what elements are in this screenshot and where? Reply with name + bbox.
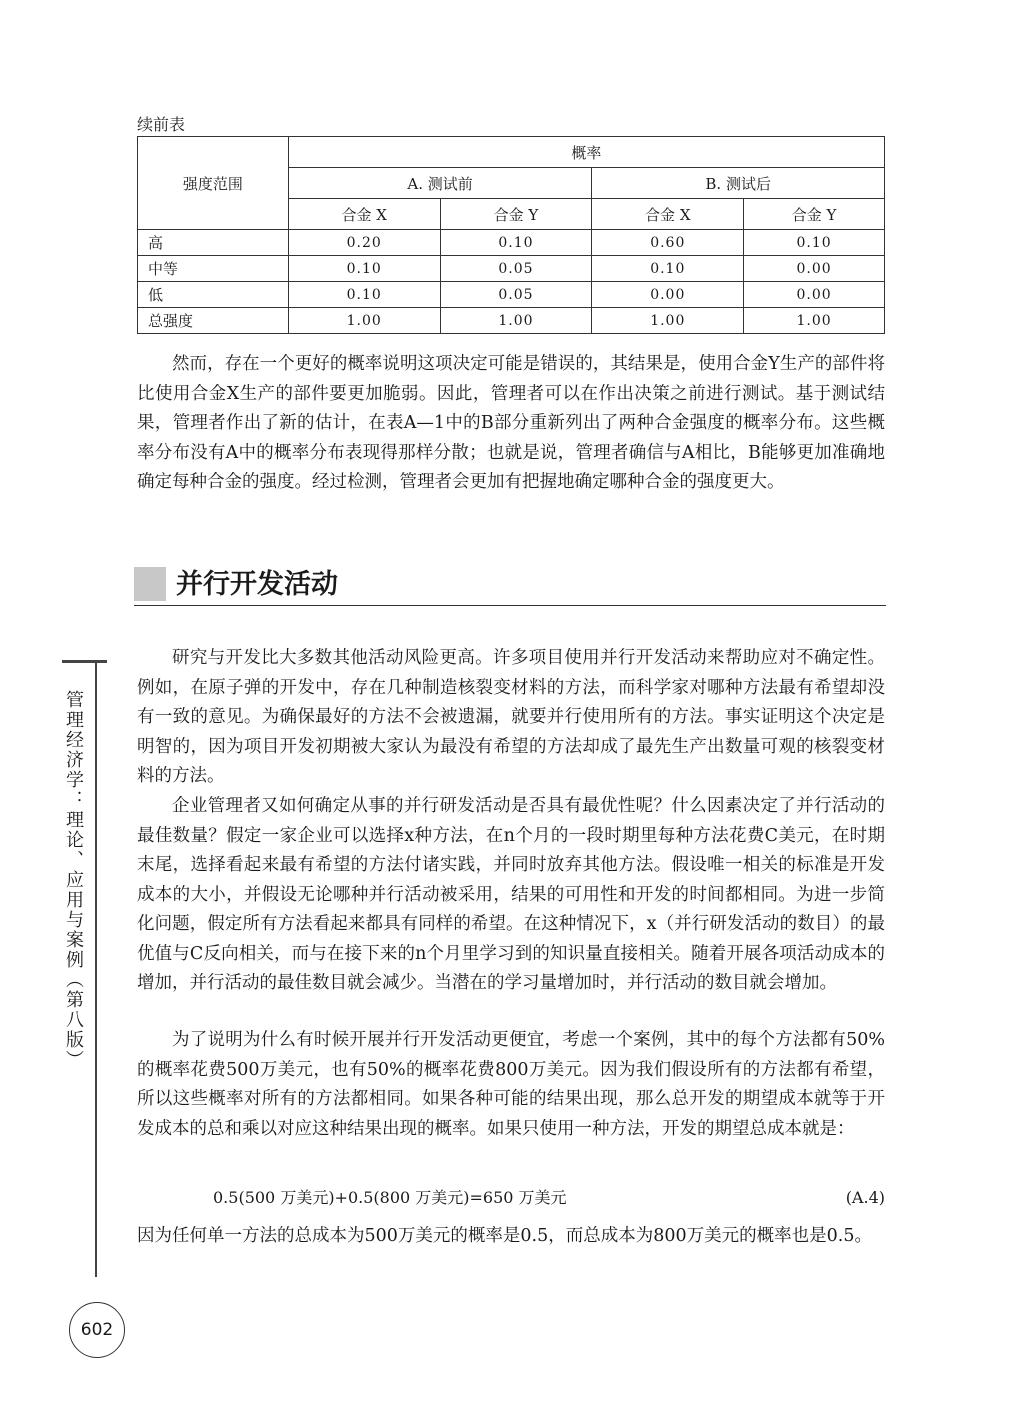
- cell: 1.00: [744, 308, 885, 334]
- running-book-title: 管理经济学：理论、应用与案例（第八版）: [63, 690, 84, 1070]
- section-heading: [134, 567, 886, 606]
- equation-expression: 0.5(500 万美元)+0.5(800 万美元)=650 万美元: [213, 1188, 567, 1207]
- cell: 0.00: [744, 256, 885, 282]
- header-col-2: 合金 Y: [440, 199, 592, 230]
- cell: 0.60: [592, 230, 744, 256]
- cell: 0.00: [744, 282, 885, 308]
- cell: 1.00: [288, 308, 440, 334]
- header-probability: 概率: [288, 137, 884, 168]
- cell: 1.00: [440, 308, 592, 334]
- cell: 0.10: [288, 256, 440, 282]
- paragraph-5: 因为任何单一方法的总成本为500万美元的概率是0.5，而总成本为800万美元的概率也是0.5。: [137, 1226, 872, 1246]
- cell: 0.10: [592, 256, 744, 282]
- table-caption: 续前表: [137, 115, 186, 134]
- header-col-1: 合金 X: [288, 199, 440, 230]
- header-group-b: B. 测试后: [592, 168, 885, 199]
- cell: 0.10: [744, 230, 885, 256]
- cell: 1.00: [592, 308, 744, 334]
- cell: 0.10: [440, 230, 592, 256]
- cell: 0.00: [592, 282, 744, 308]
- paragraph-2: 研究与开发比大多数其他活动风险更高。许多项目使用并行开发活动来帮助应对不确定性。例如，在原子弹的开发中，存在几种制造核裂变材料的方法，而科学家对哪种方法最有希望却没有一致的意见。为确保最好的方法不会被遗漏，就要并行使用所有的方法。事实证明这个决定是明智的，因为项目开发初期被大家认为最没有希望的方法却成了最先生产出数量可观的核裂变材料的方法。: [137, 648, 885, 786]
- row-label: 中等: [138, 256, 289, 282]
- section-marker: [134, 567, 166, 601]
- row-label: 低: [138, 282, 289, 308]
- table-row: [138, 230, 885, 256]
- table-row: [138, 282, 885, 308]
- cell: 0.05: [440, 282, 592, 308]
- header-col-4: 合金 Y: [744, 199, 885, 230]
- cell: 0.10: [288, 282, 440, 308]
- header-group-a: A. 测试前: [288, 168, 592, 199]
- cell: 0.05: [440, 256, 592, 282]
- row-label: 总强度: [138, 308, 289, 334]
- table-row: [138, 256, 885, 282]
- row-label: 高: [138, 230, 289, 256]
- page-number: 602: [69, 1302, 125, 1358]
- probability-table: [137, 136, 885, 334]
- header-strength-range: 强度范围: [138, 137, 289, 230]
- section-title: 并行开发活动: [176, 569, 338, 600]
- equation-number: (A.4): [845, 1188, 885, 1207]
- cell: 0.20: [288, 230, 440, 256]
- paragraph-3: 企业管理者又如何确定从事的并行研发活动是否具有最优性呢？什么因素决定了并行活动的最佳数量？假定一家企业可以选择x种方法，在n个月的一段时期里每种方法花费C美元，在时期末尾，选择看起来最有希望的方法付诸实践，并同时放弃其他方法。假设唯一相关的标准是开发成本的大小，并假设无论哪种并行活动被采用，结果的可用性和开发的时间都相同。为进一步简化问题，假定所有方法看起来都具有同样的希望。在这种情况下，x（并行研发活动的数目）的最优值与C反向相关，而与在接下来的n个月里学习到的知识量直接相关。随着开展各项活动成本的增加，并行活动的最佳数目就会减少。当潜在的学习量增加时，并行活动的数目就会增加。: [137, 796, 885, 993]
- paragraph-4: 为了说明为什么有时候开展并行开发活动更便宜，考虑一个案例，其中的每个方法都有50%的概率花费500万美元，也有50%的概率花费800万美元。因为我们假设所有的方法都有希望，所以这些概率对所有的方法都相同。如果各种可能的结果出现，那么总开发的期望成本就等于开发成本的总和乘以对应这种结果出现的概率。如果只使用一种方法，开发的期望总成本就是：: [137, 1030, 885, 1139]
- paragraph-1: 然而，存在一个更好的概率说明这项决定可能是错误的，其结果是，使用合金Y生产的部件将比使用合金X生产的部件要更加脆弱。因此，管理者可以在作出决策之前进行测试。基于测试结果，管理者作出了新的估计，在表A—1中的B部分重新列出了两种合金强度的概率分布。这些概率分布没有A中的概率分布表现得那样分散；也就是说，管理者确信与A相比，B能够更加准确地确定每种合金的强度。经过检测，管理者会更加有把握地确定哪种合金的强度更大。: [137, 354, 885, 492]
- table-row: [138, 308, 885, 334]
- sidebar-tick: [62, 660, 107, 663]
- header-col-3: 合金 X: [592, 199, 744, 230]
- sidebar-rule: [95, 662, 97, 1277]
